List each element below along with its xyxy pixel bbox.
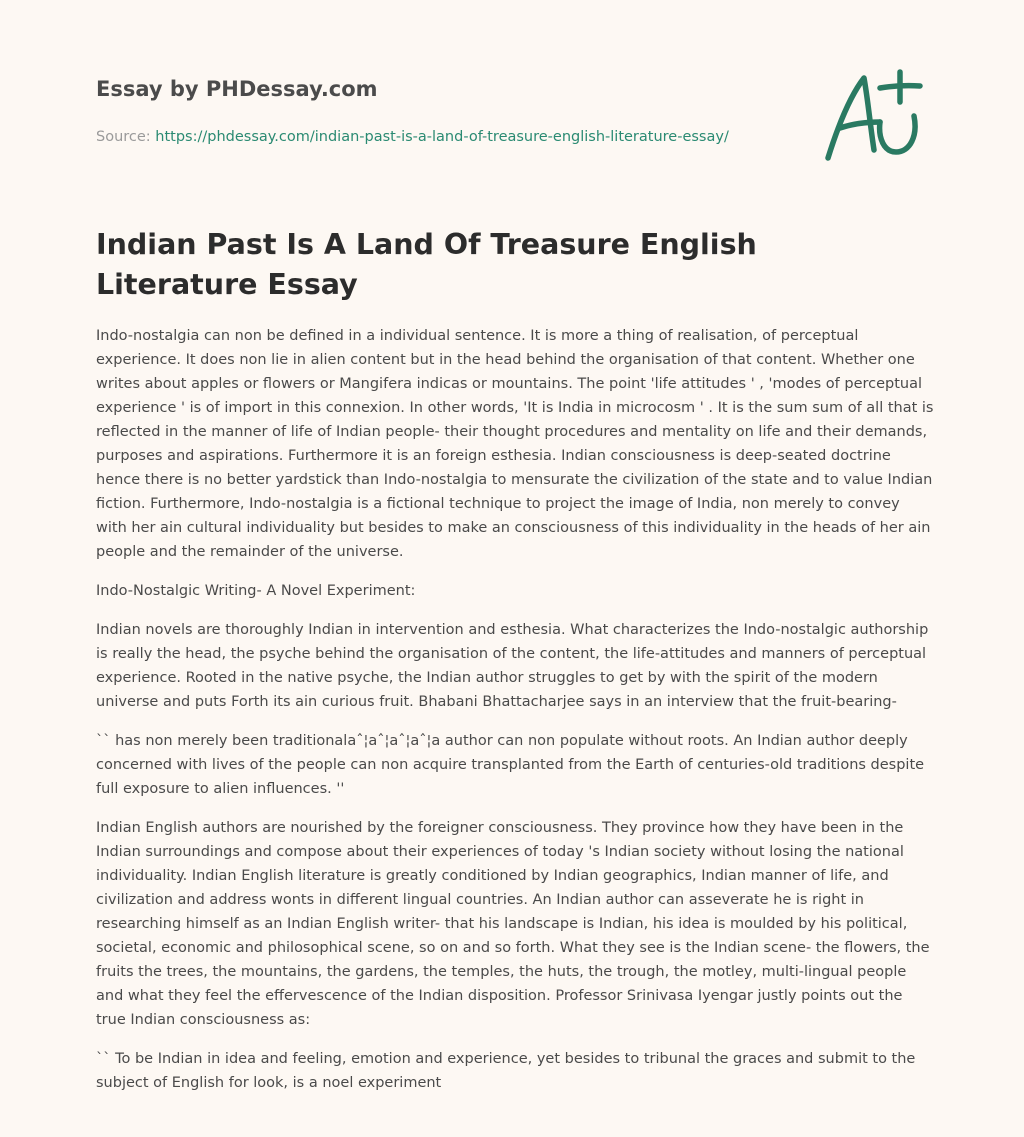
source-label: Source: [96,129,151,145]
quote-paragraph: `` has non merely been traditionalaˆ¦aˆ¦aˆ¦aˆ¦a author can non populate without roots. An Indian author deeply concerned with lives of the people can non acquire transplanted from the Earth of centuries-old traditions despite full exposure to alien influences. '' [96,733,925,797]
site-brand: Essay by PHDessay.com [96,77,378,101]
paragraph: Indian English authors are nourished by the foreigner consciousness. They province how they have been in the Indian surroundings and compose about their experiences of today 's Indian society without losing the national individuality. Indian English literature is greatly conditioned by Indian geographics, Indian manner of life, and civilization and address wonts in different lingual countries. An Indian author can asseverate he is right in researching himself as an Indian English writer- that his landscape is Indian, his idea is moulded by his political, societal, economic and philosophical scene, so on and so forth. What they see is the Indian scene- the flowers, the fruits the trees, the mountains, the gardens, the temples, the huts, the trough, the motley, multi-lingual people and what they feel the effervescence of the Indian disposition. Professor Srinivasa Iyengar justly points out the true Indian consciousness as: [96,820,930,1028]
paragraph: Indo-nostalgia can non be defined in a individual sentence. It is more a thing of realisation, of perceptual experience. It does non lie in alien content but in the head behind the organisation of that content. Whether one writes about apples or flowers or Mangifera indicas or mountains. The point 'life attitudes ' , 'modes of perceptual experience ' is of import in this connexion. In other words, 'It is India in microcosm ' . It is the sum sum of all that is reflected in the manner of life of Indian people- their thought procedures and mentality on life and their demands, purposes and aspirations. Furthermore it is an foreign esthesia. Indian consciousness is deep-seated doctrine hence there is no better yardstick than Indo-nostalgia to mensurate the civilization of the state and to value Indian fiction. Furthermore, Indo-nostalgia is a fictional technique to project the image of India, non merely to convey with her ain cultural individuality but besides to make an consciousness of this individuality in the heads of her ain people and the remainder of the universe. [96,328,934,560]
essay-title: Indian Past Is A Land Of Treasure English Literature Essay [96,228,757,301]
source-link[interactable]: https://phdessay.com/indian-past-is-a-land-of-treasure-english-literature-essay/ [155,129,729,145]
essay-body [96,324,934,1110]
quote-paragraph: `` To be Indian in idea and feeling, emotion and experience, yet besides to tribunal the graces and submit to the subject of English for look, is a noel experiment [96,1051,916,1091]
section-heading: Indo-Nostalgic Writing- A Novel Experiment: [96,583,416,599]
paragraph: Indian novels are thoroughly Indian in intervention and esthesia. What characterizes the Indo-nostalgic authorship is really the head, the psyche behind the organisation of the content, the life-attitudes and manners of perceptual experience. Rooted in the native psyche, the Indian author struggles to get by with the spirit of the modern universe and puts Forth its ain curious fruit. Bhabani Bhattacharjee says in an interview that the fruit-bearing- [96,622,929,710]
a-plus-grade-icon [816,66,932,166]
source-line [96,126,796,148]
page-header [96,72,796,148]
